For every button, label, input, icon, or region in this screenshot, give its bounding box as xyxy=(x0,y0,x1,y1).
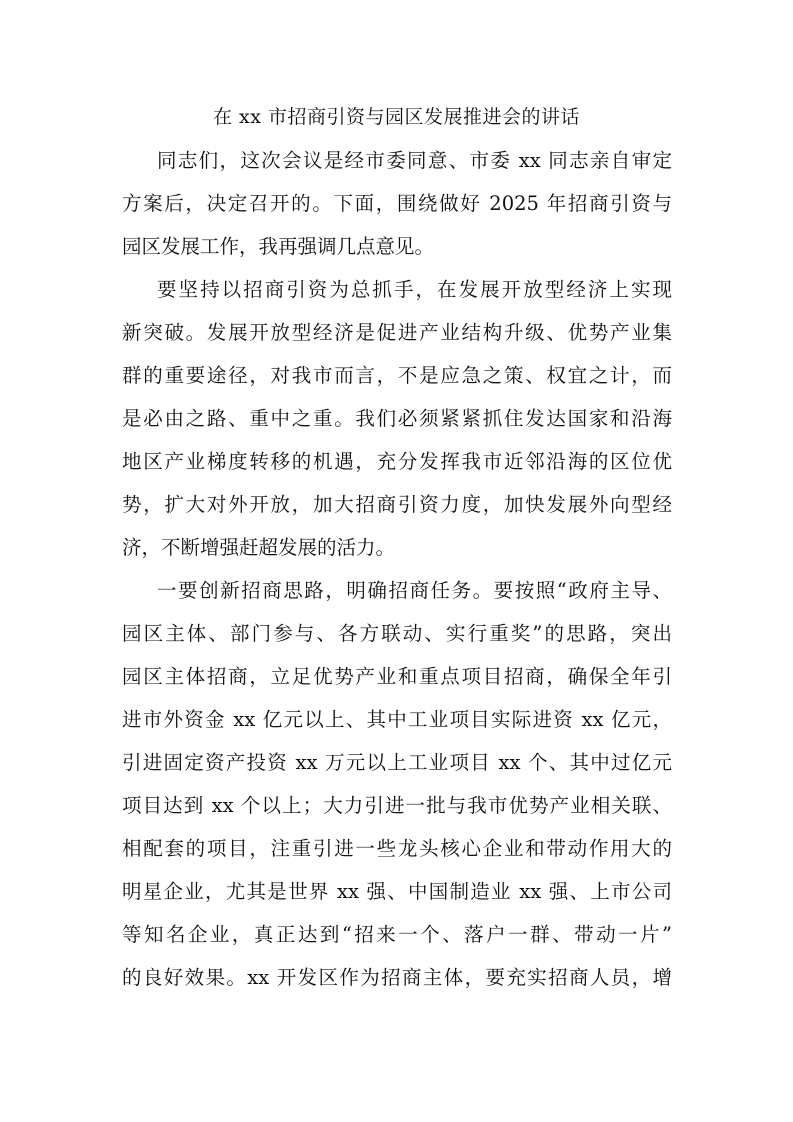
page-title: 在 xx 市招商引资与园区发展推进会的讲话 xyxy=(212,106,580,128)
paragraph-line: 地区产业梯度转移的机遇，充分发挥我市近邻沿海的区位优 xyxy=(122,450,672,473)
paragraph-line: 园区发展工作，我再强调几点意见。 xyxy=(122,235,435,258)
paragraph-line: 相配套的项目，注重引进一些龙头核心企业和带动作用大的 xyxy=(122,837,672,860)
paragraph-line: 等知名企业，真正达到“招来一个、落户一群、带动一片” xyxy=(122,923,672,946)
paragraph-line: 要坚持以招商引资为总抓手，在发展开放型经济上实现 xyxy=(157,278,672,301)
paragraph-line: 势，扩大对外开放，加大招商引资力度，加快发展外向型经 xyxy=(122,493,672,516)
paragraph-line: 群的重要途径，对我市而言，不是应急之策、权宜之计，而 xyxy=(122,364,672,387)
paragraph-line: 济，不断增强赶超发展的活力。 xyxy=(122,536,396,559)
paragraph-line: 项目达到 xx 个以上；大力引进一批与我市优势产业相关联、 xyxy=(122,794,672,817)
paragraph-line: 新突破。发展开放型经济是促进产业结构升级、优势产业集 xyxy=(122,321,672,344)
paragraph-line: 的良好效果。xx 开发区作为招商主体，要充实招商人员，增 xyxy=(122,966,672,989)
paragraph-line: 进市外资金 xx 亿元以上、其中工业项目实际进资 xx 亿元， xyxy=(122,708,672,731)
paragraph-line: 引进固定资产投资 xx 万元以上工业项目 xx 个、其中过亿元 xyxy=(122,751,672,774)
paragraph-line: 是必由之路、重中之重。我们必须紧紧抓住发达国家和沿海 xyxy=(122,407,672,430)
paragraph-line: 园区主体招商，立足优势产业和重点项目招商，确保全年引 xyxy=(122,665,672,688)
paragraph-line: 方案后，决定召开的。下面，围绕做好 2025 年招商引资与 xyxy=(122,192,672,215)
paragraph-line: 明星企业，尤其是世界 xx 强、中国制造业 xx 强、上市公司 xyxy=(122,880,672,903)
paragraph-line: 园区主体、部门参与、各方联动、实行重奖”的思路，突出 xyxy=(122,622,672,645)
paragraph-line: 一要创新招商思路，明确招商任务。要按照“政府主导、 xyxy=(157,579,672,602)
paragraph-line: 同志们，这次会议是经市委同意、市委 xx 同志亲自审定 xyxy=(157,149,672,172)
